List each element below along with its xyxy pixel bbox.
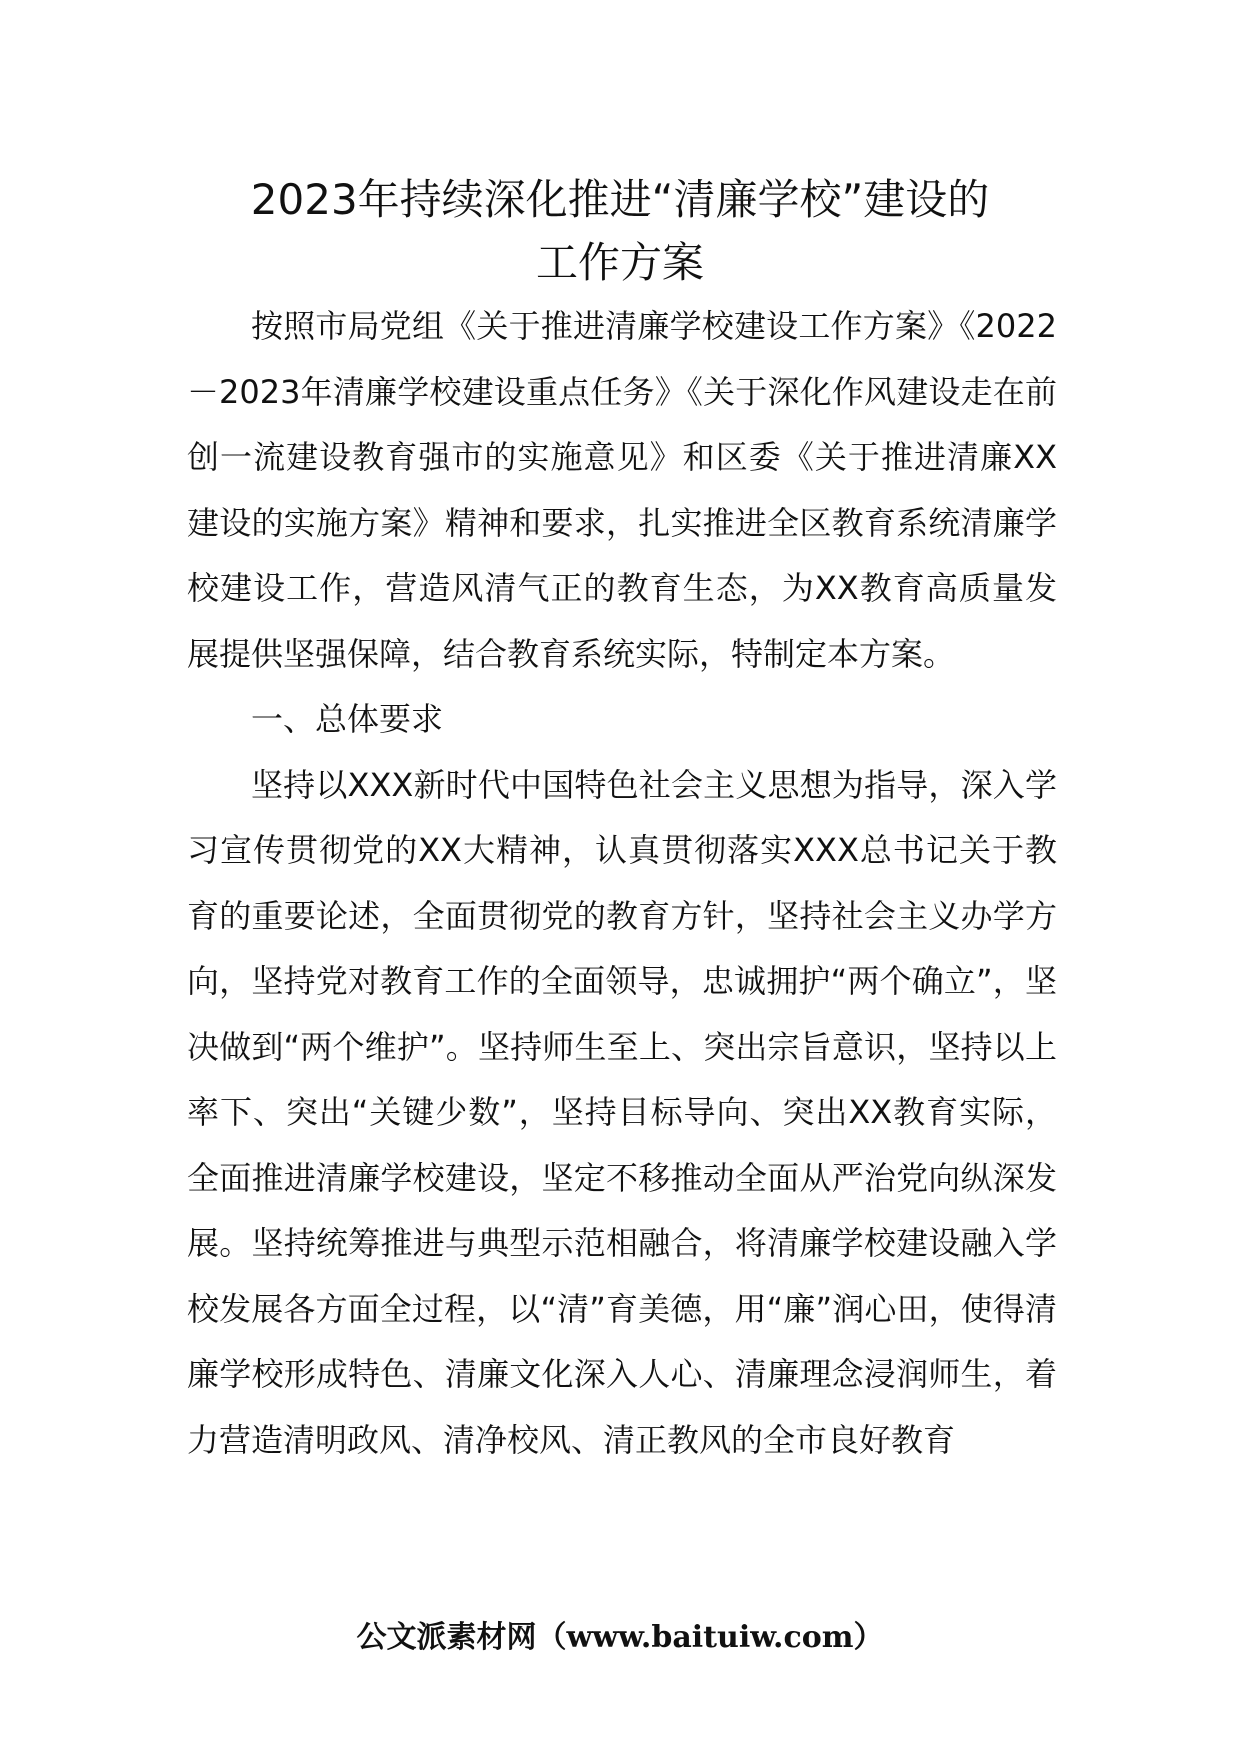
document-title-line-1: 2023年持续深化推进“清廉学校”建设的 [250, 175, 990, 224]
footer-watermark: 公文派素材网（www.baituiw.com） [356, 1620, 884, 1655]
section-heading-general-requirements: 一、总体要求 [251, 700, 444, 738]
document-title-line-2: 工作方案 [535, 238, 704, 287]
document-body [187, 294, 1057, 1473]
intro-paragraph: 按照市局党组《关于推进清廉学校建设工作方案》《2022－2023年清廉学校建设重点任务》《关于深化作风建设走在前创一流建设教育强市的实施意见》和区委《关于推进清廉XX建设的实施方案》精神和要求，扎实推进全区教育系统清廉学校建设工作，营造风清气正的教育生态，为XX教育高质量发展提供坚强保障，结合教育系统实际，特制定本方案。 [187, 307, 1057, 673]
general-requirements-paragraph: 坚持以XXX新时代中国特色社会主义思想为指导，深入学习宣传贯彻党的XX大精神，认真贯彻落实XXX总书记关于教育的重要论述，全面贯彻党的教育方针，坚持社会主义办学方向，坚持党对教育工作的全面领导，忠诚拥护“两个确立”，坚决做到“两个维护”。坚持师生至上、突出宗旨意识，坚持以上率下、突出“关键少数”，坚持目标导向、突出XX教育实际，全面推进清廉学校建设，坚定不移推动全面从严治党向纵深发展。坚持统筹推进与典型示范相融合，将清廉学校建设融入学校发展各方面全过程，以“清”育美德，用“廉”润心田，使得清廉学校形成特色、清廉文化深入人心、清廉理念浸润师生，着力营造清明政风、清净校风、清正教风的全市良好教育 [187, 765, 1057, 1459]
